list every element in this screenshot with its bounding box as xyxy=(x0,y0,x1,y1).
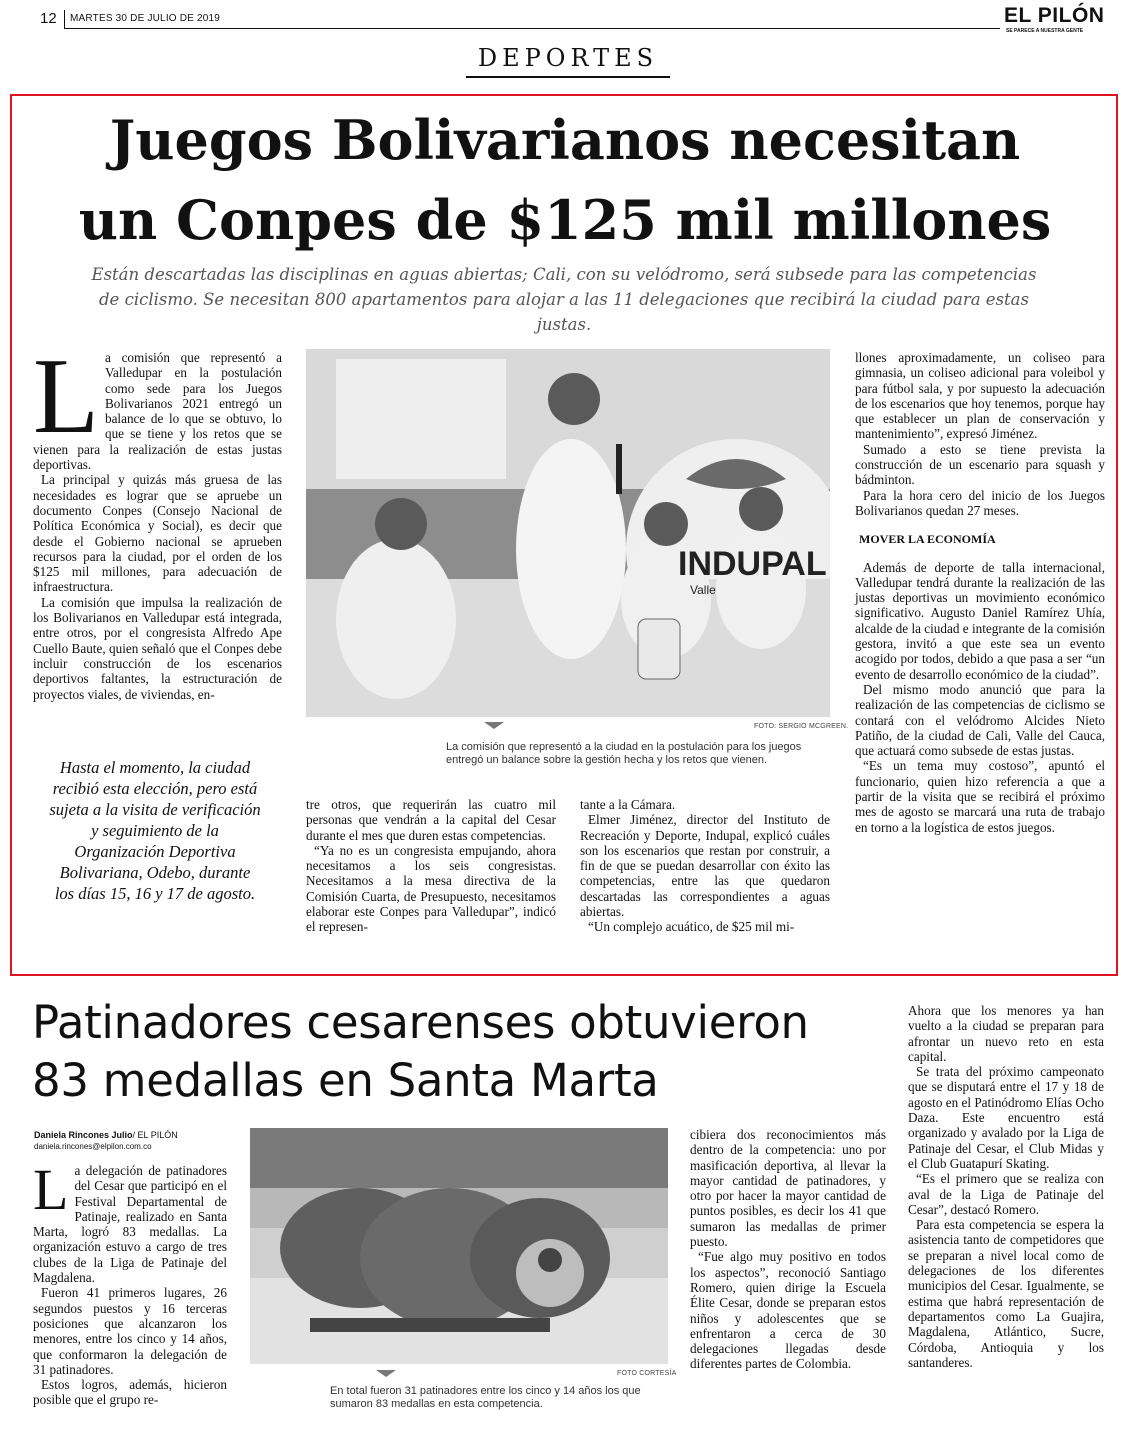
article2-col3-para2: Se trata del próximo campeonato que se disputará entre el 17 y 18 de agosto en el Patinódromo Elías Ocho Daza. Este encuentro está organizado y avalado por la Liga de Patinaje del Cesar, el Club Midas y el Club Guatapurí Skating. xyxy=(908,1064,1104,1171)
article2-byline xyxy=(34,1129,254,1153)
byline-outlet: / EL PILÓN xyxy=(132,1130,178,1140)
article1-col4-para1: llones aproximadamente, un coliseo para gimnasia, un coliseo adicional para voleibol y para fútbol sala, y por supuesto la adecuación de los escenarios que hoy tenemos, porque hay que establecer un plan de conservación y mantenimiento”, expresó Jiménez. xyxy=(855,350,1105,442)
skaters-group-photo xyxy=(250,1128,668,1364)
article2-col1-para1: a delegación de patinadores del Cesar que participó en el Festival Departamental de Patinaje, realizado en Santa Marta, logró 83 medallas. La organización estuvo a cargo de tres clubes de la Liga de Patinaje del Magdalena. xyxy=(33,1163,227,1286)
photo-banner-text: INDUPAL xyxy=(678,545,827,583)
page-header xyxy=(0,0,1128,40)
article2-headline-line2: 83 medallas en Santa Marta xyxy=(32,1054,659,1107)
article2-col2-para1: cibiera dos reconocimientos más dentro de la competencia: uno por masificación deportiva, al llevar la mayor cantidad de patinadores, y otro por hacer la mayor cantidad de puntos posibles, es decir los 41 que sumaron las medallas de primer puesto. xyxy=(690,1127,886,1250)
article1-col3-para3: “Un complejo acuático, de $25 mil mi- xyxy=(588,919,795,935)
page-date: MARTES 30 DE JULIO DE 2019 xyxy=(70,13,221,24)
article2-photo xyxy=(250,1128,668,1364)
article1-headline-line1: Juegos Bolivarianos necesitan xyxy=(109,108,1021,172)
caption-arrow-icon-2 xyxy=(376,1370,396,1377)
article1-col1 xyxy=(33,337,282,702)
article1-col4-para2: Sumado a esto se tiene prevista la construcción de un escenario para squash y bádminton. xyxy=(855,441,1105,488)
article1-col2-para1: tre otros, que requerirán las cuatro mil personas que vendrán a la capital del Cesar durante el mes que duren estas competencias. xyxy=(306,797,556,843)
article1-col2 xyxy=(306,797,556,935)
article2-headline xyxy=(32,994,892,1110)
article1-col1-para2: La principal y quizás más gruesa de las necesidades es lograr que se apruebe un documento Conpes (Consejo Nacional de Política Económica y Social), es decir que desde el Gobierno nacional se aprueben recursos para la ciudad, por el orden de los $125 mil millones, para adecuación de infraestructura. xyxy=(33,472,282,595)
header-rule xyxy=(64,28,1000,29)
article1-col4-para3: Para la hora cero del inicio de los Juegos Bolivarianos quedan 27 meses. xyxy=(855,487,1105,518)
article1-col2-para2: “Ya no es un congresista empujando, ahora necesitamos a los seis congresistas. Necesitamos a la mesa directiva de la Comisión Cuarta, de Presupuesto, necesitamos elaborar este Conpes para Valledupar”, indicó el represen- xyxy=(306,842,556,935)
article2-photo-credit: FOTO CORTESÍA xyxy=(617,1370,677,1377)
commission-press-photo xyxy=(306,349,830,717)
article2-col1-para2: Fueron 41 primeros lugares, 26 segundos puestos y 16 terceras posiciones que alcanzaron los menores, entre los cinco y 14 años, que conformaron la delegación de 31 patinadores. xyxy=(33,1285,227,1377)
article2-col3-para3: “Es el primero que se realiza con aval de la Liga de Patinaje del Cesar”, destacó Romero. xyxy=(908,1171,1104,1217)
header-divider xyxy=(64,10,65,28)
article1-photo-credit: FOTO: SERGIO MCGREEN. xyxy=(754,723,849,730)
article1-col4-para4: Además de deporte de talla internacional, Valledupar tendrá durante la realización de las justas deportivas un movimiento económico significativo. Augusto Daniel Ramírez Uhía, alcalde de la ciudad e integrante de la comisión gestora, invitó a que este sea un evento acogido por todos, debido a que pasa a ser “un evento de desarrollo económico de la ciudad”. xyxy=(855,559,1105,682)
article2-col3 xyxy=(908,1003,1104,1370)
article2-drop-cap: L xyxy=(33,1157,69,1222)
byline-email: daniela.rincones@elpilon.com.co xyxy=(34,1142,152,1151)
article1-col3 xyxy=(580,797,830,935)
article1-col3-para2: Elmer Jiménez, director del Instituto de Recreación y Deporte, Indupal, explicó cuáles son los escenarios que restan por construir, a fin de que se puedan desarrollar con éxito las competencias, entre las que quedaron descartadas las correspondientes a aguas abiertas. xyxy=(580,812,830,920)
article2-col3-para1: Ahora que los menores ya han vuelto a la ciudad se preparan para afrontar un nuevo reto en esta capital. xyxy=(908,1003,1104,1064)
byline-author: Daniela Rincones Julio xyxy=(34,1130,133,1140)
article1-col1-para1: a comisión que representó a Valledupar en la postulación como sede para los Juegos Bolivarianos 2021 entregó un balance de lo que se obtuvo, lo que se tiene y los retos que se vienen para la realización de estas justas deportivas. xyxy=(33,350,282,473)
article2-photo-caption: En total fueron 31 patinadores entre los cinco y 14 años los que sumaron 83 medallas en esta competencia. xyxy=(330,1385,641,1410)
article1-pull-quote: Hasta el momento, la ciudad recibió esta elección, pero está sujeta a la visita de verificación y seguimiento de la Organización Deportiva Bolivariana, Odebo, durante los días 15, 16 y 17 de agosto. xyxy=(49,758,261,903)
article2-col1 xyxy=(33,1157,227,1408)
article2-col1-para3: Estos logros, además, hicieron posible que el grupo re- xyxy=(33,1377,227,1408)
article1-photo xyxy=(306,349,830,717)
article1-col3-para1: tante a la Cámara. xyxy=(580,797,676,812)
section-underline xyxy=(466,76,670,78)
article1-photo-caption: La comisión que representó a la ciudad en la postulación para los juegos entregó un balance sobre la gestión hecha y los retos que vienen. xyxy=(446,741,802,766)
section-title: DEPORTES xyxy=(466,44,670,78)
article2-headline-line1: Patinadores cesarenses obtuvieron xyxy=(32,996,809,1049)
article1-deck: Están descartadas las disciplinas en aguas abiertas; Cali, con su velódromo, será subsede para las competencias de ciclismo. Se necesitan 800 apartamentos para alojar a las 11 delegaciones que recibirá la ciudad para estas justas. xyxy=(91,265,1037,334)
article1-col4-para6: “Es un tema muy costoso”, apuntó el funcionario, quien hizo referencia a que a partir de la visita que se recibirá el próximo mes de agosto se marcará una ruta de trabajo en torno a la logística de estos juegos. xyxy=(855,758,1105,835)
article1-col1-para3: La comisión que impulsa la realización de los Bolivarianos en Valledupar está integrada, entre otros, por el congresista Alfredo Ape Cuello Baute, quien señaló que el Conpes debe incluir construcción de los escenarios deportivos faltantes, la estructuración de proyectos viales, de viviendas, en- xyxy=(33,594,282,702)
article1-subhead: MOVER LA ECONOMÍA xyxy=(859,532,996,547)
page-number: 12 xyxy=(40,10,57,27)
caption-arrow-icon xyxy=(484,722,504,729)
masthead-tagline: SE PARECE A NUESTRA GENTE xyxy=(1006,28,1084,34)
article1-col4 xyxy=(855,350,1105,835)
article1-drop-cap: L xyxy=(33,337,99,456)
photo-banner-sub: Valle xyxy=(690,583,716,597)
article2-col2-para2: “Fue algo muy positivo en todos los aspectos”, reconoció Santiago Romero, quien dirige la Escuela Élite Cesar, donde se preparan estos niños y adolescentes que se enfrentaron a cerca de 30 delegaciones llegadas desde diferentes partes de Colombia. xyxy=(690,1249,886,1372)
article2-col3-para4: Para esta competencia se espera la asistencia tanto de competidores que se preparan a nivel local como de delegaciones de los diferentes municipios del Cesar. Igualmente, se estima que habrá representación de departamentos como La Guajira, Magdalena, Atlántico, Sucre, Córdoba, Antioquia y los santanderes. xyxy=(908,1217,1104,1370)
article1-headline xyxy=(20,100,1110,260)
article1-col4-para5: Del mismo modo anunció que para la realización de las competencias de ciclismo se contará con el velódromo Alcides Nieto Patiño, de la ciudad de Cali, Valle del Cauca, que actuará como subsede de estas justas. xyxy=(855,681,1105,759)
article2-col2 xyxy=(690,1127,886,1372)
masthead-logo: EL PILÓN xyxy=(1004,4,1105,27)
article1-headline-line2: un Conpes de $125 mil millones xyxy=(78,188,1052,252)
